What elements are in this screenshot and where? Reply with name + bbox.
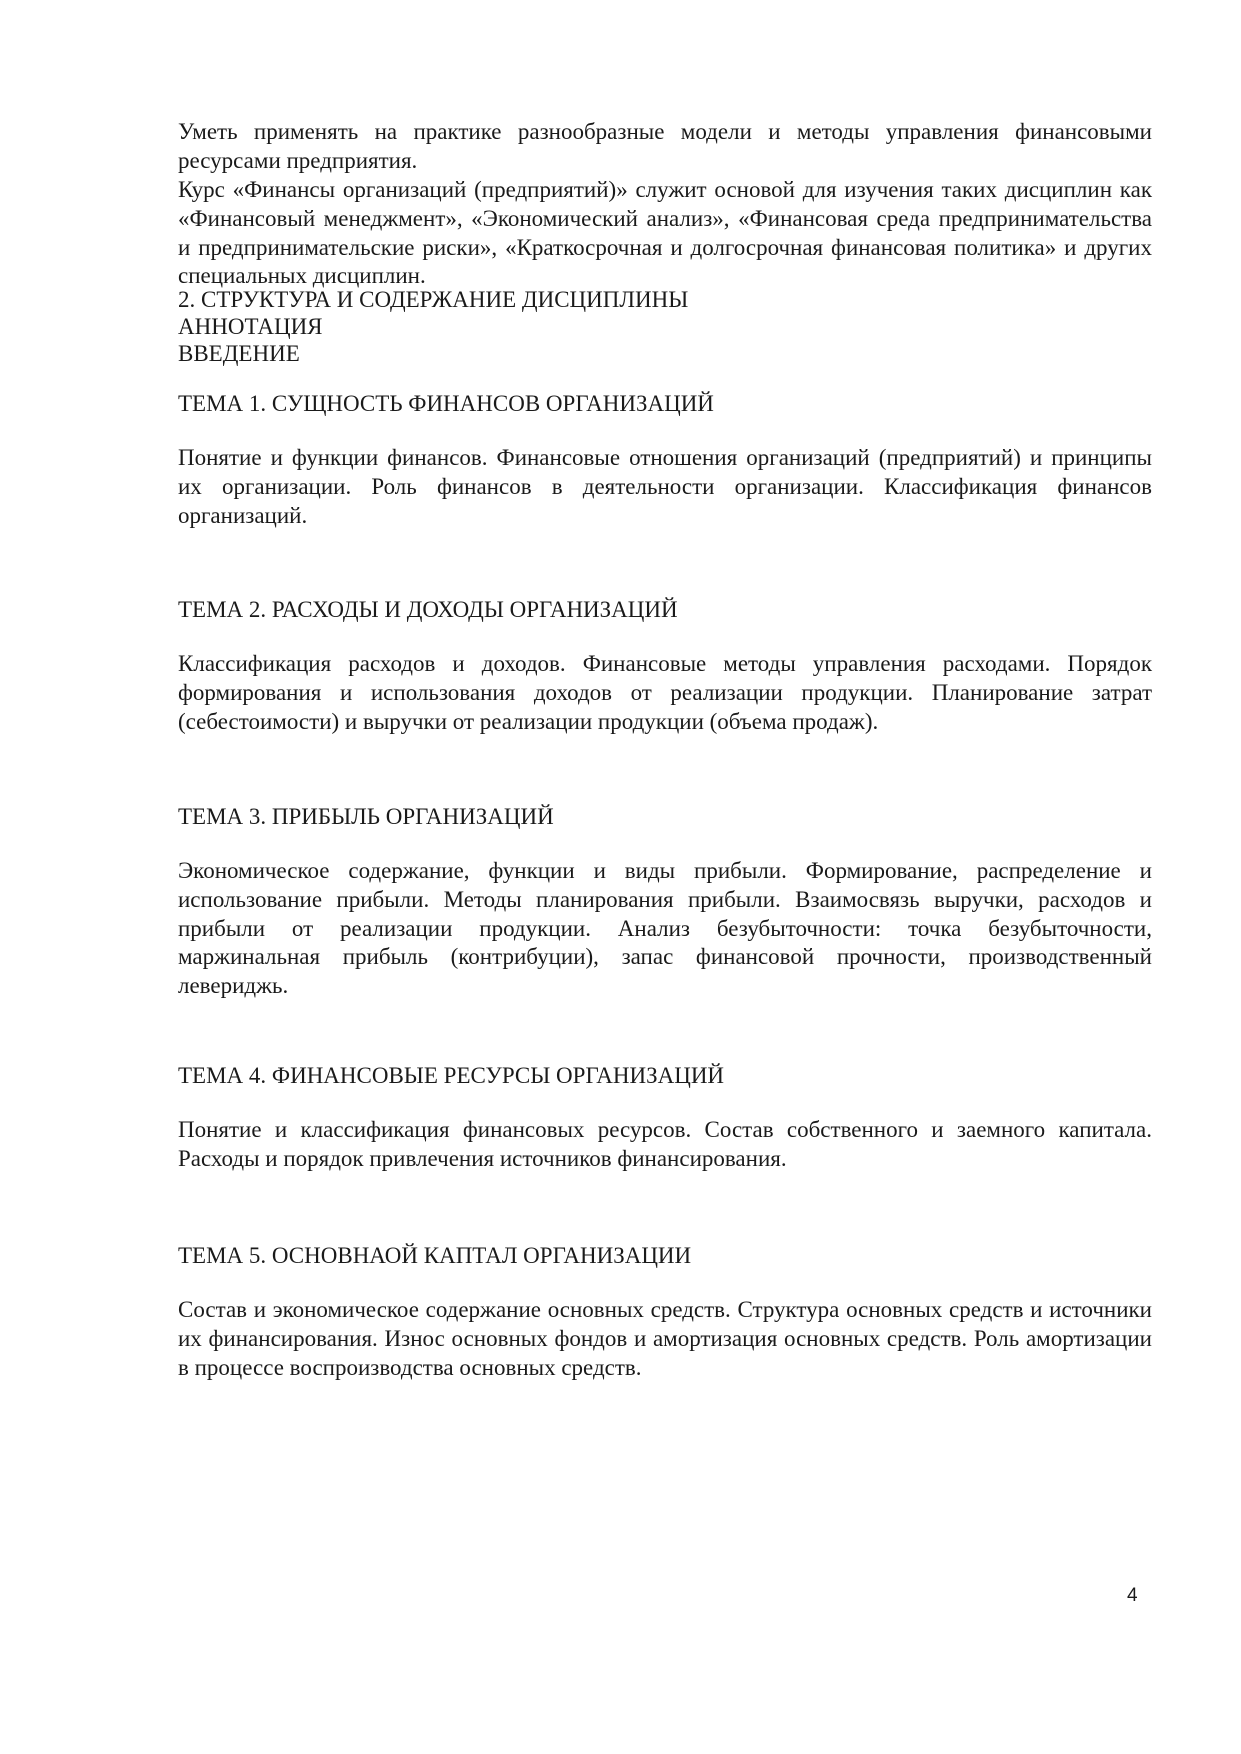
- page-number: 4: [1127, 1585, 1138, 1606]
- topic-1-title: ТЕМА 1. СУЩНОСТЬ ФИНАНСОВ ОРГАНИЗАЦИЙ: [178, 391, 714, 416]
- topic-4-body: Понятие и классификация финансовых ресурсов. Состав собственного и заемного капитала. Расходы и порядок привлечения источников финансирования.: [178, 1117, 1152, 1171]
- intro-paragraph-course: Курс «Финансы организаций (предприятий)» служит основой для изучения таких дисциплин как «Финансовый менеджмент», «Экономический анализ», «Финансовая среда предпринимательства и предпринимательские риски», «Краткосрочная и долгосрочная финансовая политика» и других специальных дисциплин.: [178, 177, 1152, 289]
- annotation-heading: АННОТАЦИЯ: [178, 314, 323, 339]
- introduction-heading: ВВЕДЕНИЕ: [178, 341, 300, 366]
- topic-5-title: ТЕМА 5. ОСНОВНАОЙ КАПТАЛ ОРГАНИЗАЦИИ: [178, 1243, 692, 1268]
- topic-3-body: Экономическое содержание, функции и виды прибыли. Формирование, распределение и использование прибыли. Методы планирования прибыли. Взаимосвязь выручки, расходов и прибыли от реализации продукции. Анализ безубыточности: точка безубыточности, маржинальная прибыль (контрибуции), запас финансовой прочности, производственный левериджь.: [178, 858, 1152, 999]
- topic-1-body: Понятие и функции финансов. Финансовые отношения организаций (предприятий) и принципы их организации. Роль финансов в деятельности организации. Классификация финансов организаций.: [178, 445, 1152, 528]
- topic-2-body: Классификация расходов и доходов. Финансовые методы управления расходами. Порядок формирования и использования доходов от реализации продукции. Планирование затрат (себестоимости) и выручки от реализации продукции (объема продаж).: [178, 651, 1152, 734]
- topic-5-body: Состав и экономическое содержание основных средств. Структура основных средств и источники их финансирования. Износ основных фондов и амортизация основных средств. Роль амортизации в процессе воспроизводства основных средств.: [178, 1297, 1152, 1380]
- section-title-structure: 2. СТРУКТУРА И СОДЕРЖАНИЕ ДИСЦИПЛИНЫ: [178, 287, 689, 312]
- topic-3-title: ТЕМА 3. ПРИБЫЛЬ ОРГАНИЗАЦИЙ: [178, 804, 554, 829]
- intro-paragraph-skills: Уметь применять на практике разнообразные модели и методы управления финансовыми ресурсами предприятия.: [178, 119, 1152, 173]
- topic-2-title: ТЕМА 2. РАСХОДЫ И ДОХОДЫ ОРГАНИЗАЦИЙ: [178, 597, 678, 622]
- topic-4-title: ТЕМА 4. ФИНАНСОВЫЕ РЕСУРСЫ ОРГАНИЗАЦИЙ: [178, 1063, 725, 1088]
